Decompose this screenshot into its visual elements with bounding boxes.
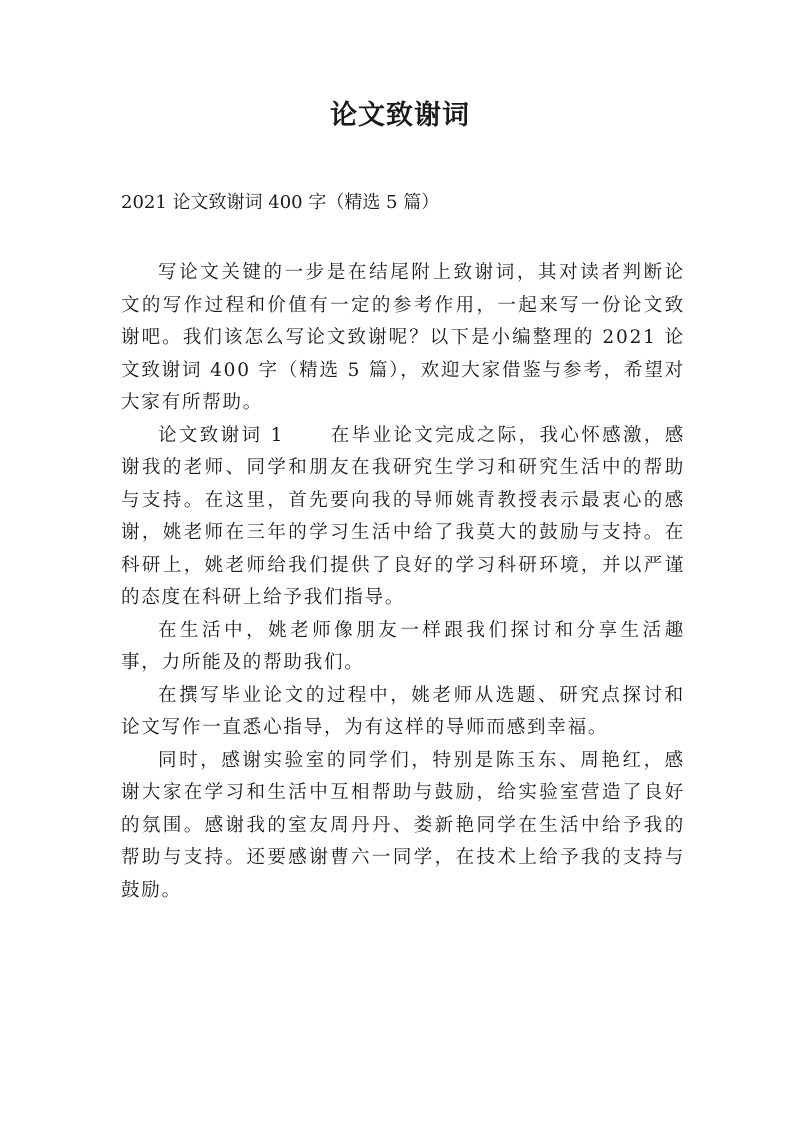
thesis-writing-paragraph	[121, 680, 685, 745]
paragraph-text: 在撰写毕业论文的过程中，姚老师从选题、研究点探讨和论文写作一直悉心指导，为有这样的导师而感到幸福。	[121, 684, 685, 738]
intro-paragraph	[121, 257, 685, 420]
paragraph-text: 在毕业论文完成之际，我心怀感激，感谢我的老师、同学和朋友在我研究生学习和研究生活中的帮助与支持。在这里，首先要向我的导师姚青教授表示最衷心的感谢，姚老师在三年的学习生活中给了我莫大的鼓励与支持。在科研上，姚老师给我们提供了良好的学习科研环境，并以严谨的态度在科研上给予我们指导。	[121, 424, 685, 608]
paragraph-text: 写论文关键的一步是在结尾附上致谢词，其对读者判断论文的写作过程和价值有一定的参考作用，一起来写一份论文致谢吧。我们该怎么写论文致谢呢？以下是小编整理的 2021 论文致谢词 400 字（精选 5 篇），欢迎大家借鉴与参考，希望对大家有所帮助。	[121, 262, 685, 413]
life-paragraph	[121, 615, 685, 680]
classmates-paragraph	[121, 745, 685, 908]
acknowledgement-paragraph-1	[121, 420, 685, 615]
document-subtitle: 2021 论文致谢词 400 字（精选 5 篇）	[121, 192, 440, 213]
paragraph-text: 在生活中，姚老师像朋友一样跟我们探讨和分享生活趣事，力所能及的帮助我们。	[121, 619, 685, 673]
document-body	[121, 257, 685, 907]
section-label: 论文致谢词 1	[158, 424, 285, 446]
document-title: 论文致谢词	[330, 100, 470, 131]
paragraph-text: 同时，感谢实验室的同学们，特别是陈玉东、周艳红，感谢大家在学习和生活中互相帮助与鼓励，给实验室营造了良好的氛围。感谢我的室友周丹丹、娄新艳同学在生活中给予我的帮助与支持。还要感谢曹六一同学，在技术上给予我的支持与鼓励。	[121, 749, 685, 901]
